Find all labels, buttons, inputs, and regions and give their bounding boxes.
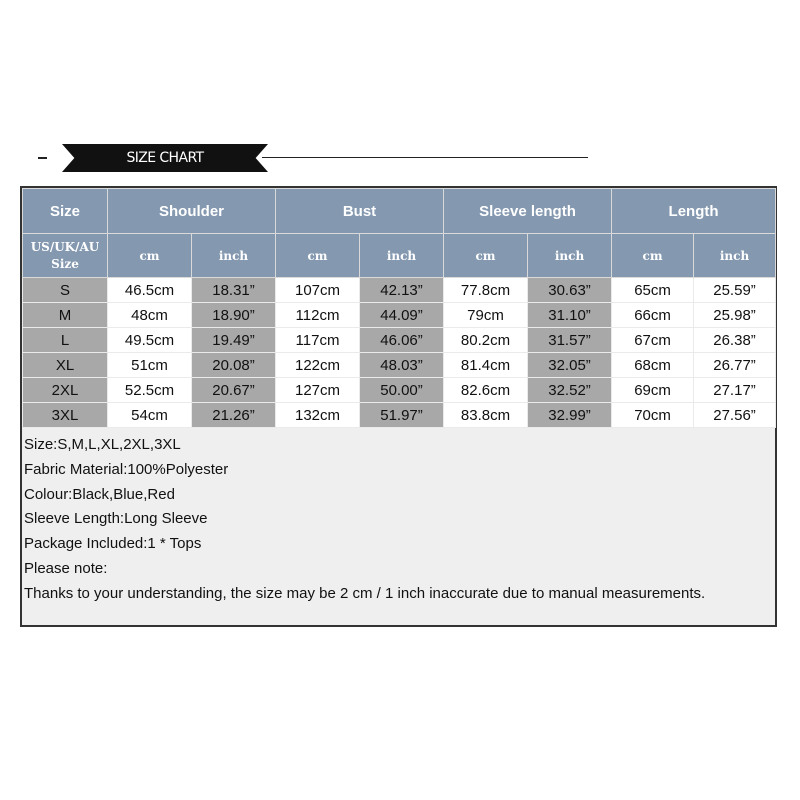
measurement-cell: 65cm bbox=[612, 278, 694, 303]
measurement-cell: 42.13” bbox=[360, 278, 444, 303]
header-sleeve-length: Sleeve length bbox=[444, 189, 612, 234]
spec-colour: Colour:Black,Blue,Red bbox=[24, 485, 175, 503]
measurement-cell: 69cm bbox=[612, 378, 694, 403]
table-row bbox=[23, 353, 776, 378]
measurement-cell: 19.49” bbox=[192, 328, 276, 353]
measurement-cell: 21.26” bbox=[192, 403, 276, 428]
measurement-cell: 26.77” bbox=[694, 353, 776, 378]
size-rows bbox=[23, 278, 776, 428]
measurement-cell: 49.5cm bbox=[108, 328, 192, 353]
banner-dash bbox=[38, 157, 47, 159]
measurement-cell: 80.2cm bbox=[444, 328, 528, 353]
size-cell: XL bbox=[23, 353, 108, 378]
spec-package: Package Included:1 * Tops bbox=[24, 535, 202, 553]
measurement-cell: 52.5cm bbox=[108, 378, 192, 403]
size-cell: L bbox=[23, 328, 108, 353]
size-table bbox=[22, 188, 776, 428]
spec-sizes: Size:S,M,L,XL,2XL,3XL bbox=[24, 436, 181, 453]
measurement-cell: 46.5cm bbox=[108, 278, 192, 303]
unit-row bbox=[23, 234, 776, 278]
spec-sleeve: Sleeve Length:Long Sleeve bbox=[24, 510, 208, 528]
header-shoulder: Shoulder bbox=[108, 189, 276, 234]
measurement-cell: 54cm bbox=[108, 403, 192, 428]
table-row bbox=[23, 328, 776, 353]
measurement-cell: 68cm bbox=[612, 353, 694, 378]
measurement-cell: 30.63” bbox=[528, 278, 612, 303]
table-row bbox=[23, 403, 776, 428]
measurement-cell: 25.98” bbox=[694, 303, 776, 328]
unit-inch: inch bbox=[192, 234, 276, 278]
measurement-cell: 132cm bbox=[276, 403, 360, 428]
measurement-cell: 66cm bbox=[612, 303, 694, 328]
measurement-cell: 25.59” bbox=[694, 278, 776, 303]
measurement-cell: 50.00” bbox=[360, 378, 444, 403]
measurement-cell: 46.06” bbox=[360, 328, 444, 353]
table-row bbox=[23, 378, 776, 403]
measurement-cell: 70cm bbox=[612, 403, 694, 428]
measurement-cell: 83.8cm bbox=[444, 403, 528, 428]
spec-note-text: Thanks to your understanding, the size may be 2 cm / 1 inch inaccurate due to manual measurements. bbox=[24, 584, 706, 602]
measurement-cell: 77.8cm bbox=[444, 278, 528, 303]
banner-title: SIZE CHART bbox=[126, 150, 204, 166]
measurement-cell: 82.6cm bbox=[444, 378, 528, 403]
measurement-cell: 122cm bbox=[276, 353, 360, 378]
size-chart-banner bbox=[30, 140, 600, 176]
measurement-cell: 20.67” bbox=[192, 378, 276, 403]
measurement-cell: 48.03” bbox=[360, 353, 444, 378]
banner-rule bbox=[262, 157, 588, 158]
measurement-cell: 20.08” bbox=[192, 353, 276, 378]
measurement-cell: 27.17” bbox=[694, 378, 776, 403]
measurement-cell: 26.38” bbox=[694, 328, 776, 353]
unit-cm: cm bbox=[444, 234, 528, 278]
size-label: Size bbox=[51, 256, 79, 271]
table-row bbox=[23, 303, 776, 328]
measurement-cell: 51cm bbox=[108, 353, 192, 378]
measurement-cell: 18.31” bbox=[192, 278, 276, 303]
measurement-cell: 31.57” bbox=[528, 328, 612, 353]
measurement-cell: 67cm bbox=[612, 328, 694, 353]
unit-inch: inch bbox=[694, 234, 776, 278]
size-cell: 2XL bbox=[23, 378, 108, 403]
header-size: Size bbox=[23, 189, 108, 234]
unit-cm: cm bbox=[276, 234, 360, 278]
measurement-cell: 79cm bbox=[444, 303, 528, 328]
size-region-header bbox=[23, 234, 108, 278]
table-row bbox=[23, 278, 776, 303]
measurement-cell: 31.10” bbox=[528, 303, 612, 328]
spec-fabric: Fabric Material:100%Polyester bbox=[24, 460, 229, 478]
unit-inch: inch bbox=[360, 234, 444, 278]
measurement-cell: 51.97” bbox=[360, 403, 444, 428]
measurement-cell: 44.09” bbox=[360, 303, 444, 328]
measurement-cell: 32.05” bbox=[528, 353, 612, 378]
unit-cm: cm bbox=[612, 234, 694, 278]
product-specs bbox=[24, 433, 774, 607]
unit-cm: cm bbox=[108, 234, 192, 278]
measurement-cell: 127cm bbox=[276, 378, 360, 403]
size-cell: S bbox=[23, 278, 108, 303]
size-cell: M bbox=[23, 303, 108, 328]
header-bust: Bust bbox=[276, 189, 444, 234]
measurement-cell: 48cm bbox=[108, 303, 192, 328]
measurement-cell: 107cm bbox=[276, 278, 360, 303]
measurement-cell: 18.90” bbox=[192, 303, 276, 328]
unit-inch: inch bbox=[528, 234, 612, 278]
measurement-cell: 112cm bbox=[276, 303, 360, 328]
measurement-cell: 32.52” bbox=[528, 378, 612, 403]
size-chart-frame bbox=[20, 186, 777, 627]
measurement-cell: 27.56” bbox=[694, 403, 776, 428]
measurement-cell: 32.99” bbox=[528, 403, 612, 428]
spec-note-heading: Please note: bbox=[24, 559, 108, 577]
measurement-cell: 117cm bbox=[276, 328, 360, 353]
header-length: Length bbox=[612, 189, 776, 234]
header-row bbox=[23, 189, 776, 234]
measurement-cell: 81.4cm bbox=[444, 353, 528, 378]
size-cell: 3XL bbox=[23, 403, 108, 428]
size-region-label: US/UK/AU bbox=[30, 239, 100, 254]
